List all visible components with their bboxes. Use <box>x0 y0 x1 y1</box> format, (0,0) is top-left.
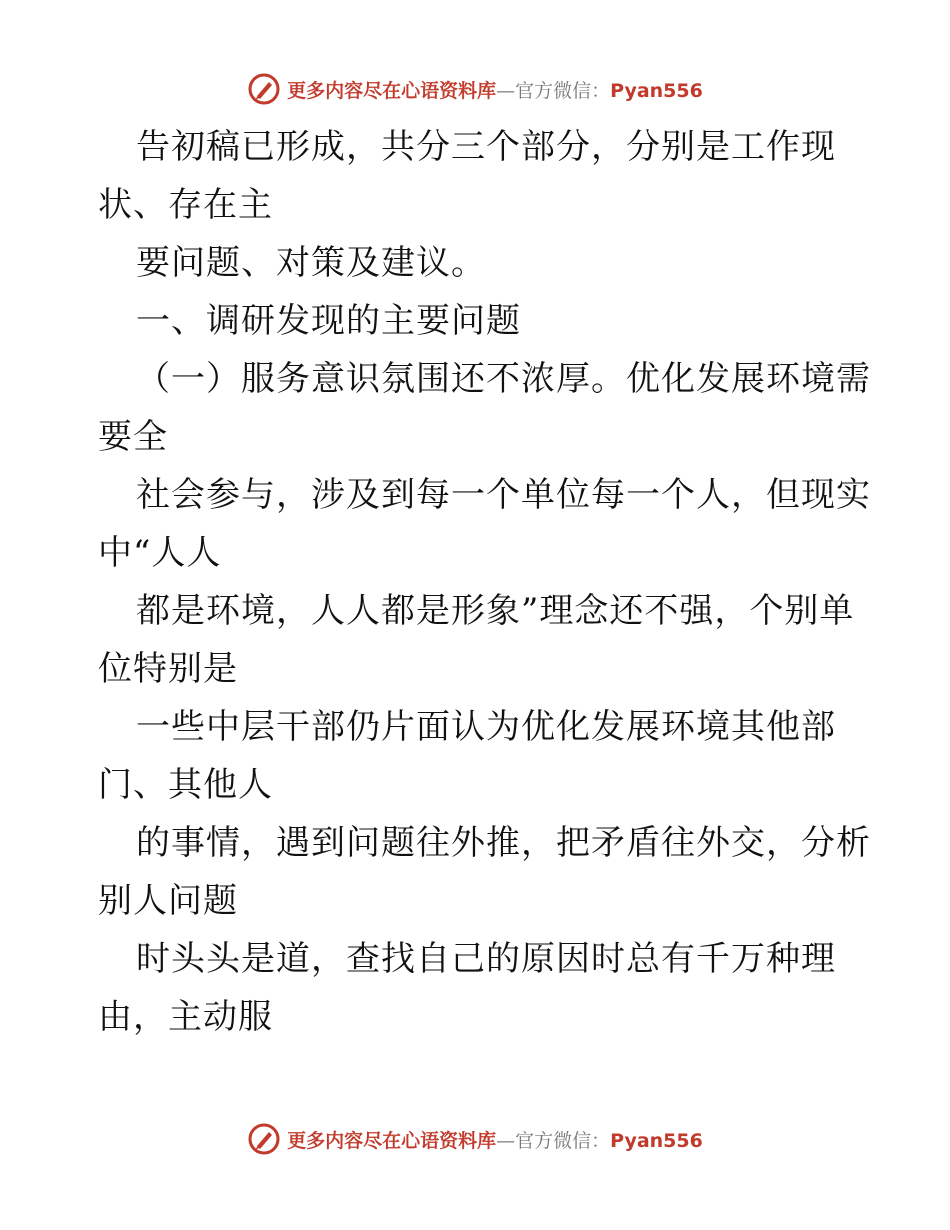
text-line: 都是环境，人人都是形象”理念还不强，个别单 <box>136 591 855 631</box>
watermark-brand: 更多内容尽在心语资料库 <box>287 79 497 102</box>
text-line: 位特别是 <box>98 649 238 689</box>
watermark-wechat-label: 官方微信： <box>515 1129 611 1152</box>
text-line: 告初稿已形成，共分三个部分，分别是工作现 <box>136 127 836 167</box>
header-watermark <box>0 72 950 106</box>
text-line: 一、调研发现的主要问题 <box>136 301 521 341</box>
text-line: （一）服务意识氛围还不浓厚。优化发展环境需 <box>136 359 871 399</box>
pen-logo-icon <box>247 72 281 106</box>
text-line: 的事情，遇到问题往外推，把矛盾往外交，分析 <box>136 823 871 863</box>
text-line: 时头头是道，查找自己的原因时总有千万种理 <box>136 939 836 979</box>
text-line: 门、其他人 <box>98 765 273 805</box>
watermark-wechat-label: 官方微信： <box>515 79 611 102</box>
text-line: 由，主动服 <box>98 997 273 1037</box>
pen-logo-icon <box>247 1122 281 1156</box>
watermark-dash: — <box>496 79 516 102</box>
watermark-dash: — <box>496 1129 516 1152</box>
text-line: 社会参与，涉及到每一个单位每一个人，但现实 <box>136 475 871 515</box>
text-line: 一些中层干部仍片面认为优化发展环境其他部 <box>136 707 836 747</box>
text-line: 要问题、对策及建议。 <box>136 243 486 283</box>
document-body <box>98 118 871 1046</box>
text-line: 中“人人 <box>98 533 222 573</box>
footer-watermark <box>0 1122 950 1156</box>
watermark-wechat-id: Pyan556 <box>610 79 703 102</box>
watermark-wechat-id: Pyan556 <box>610 1129 703 1152</box>
watermark-brand: 更多内容尽在心语资料库 <box>287 1129 497 1152</box>
text-line: 要全 <box>98 417 168 457</box>
watermark-text <box>287 1126 703 1153</box>
text-line: 别人问题 <box>98 881 238 921</box>
watermark-text <box>287 76 703 103</box>
text-line: 状、存在主 <box>98 185 273 225</box>
